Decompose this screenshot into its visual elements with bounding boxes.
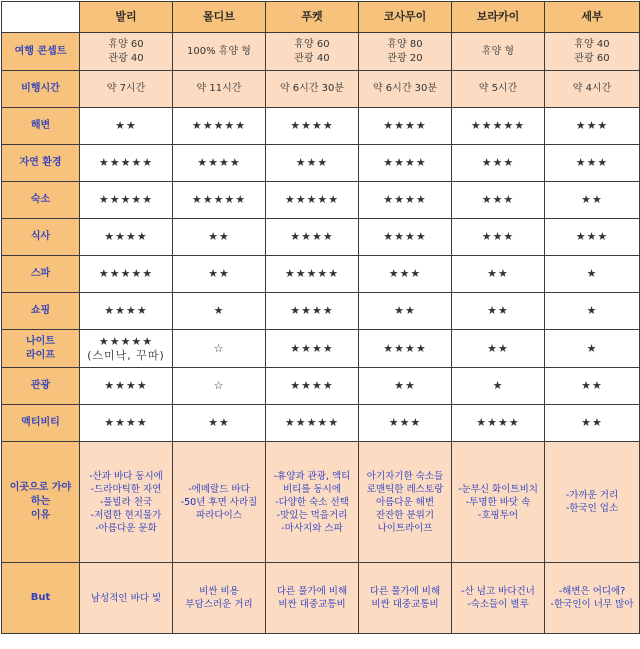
column-header: 몰디브 bbox=[173, 2, 266, 33]
comparison-table bbox=[1, 1, 640, 634]
row-label: 스파 bbox=[2, 256, 80, 293]
table-cell: 100% 휴양 형 bbox=[173, 33, 266, 71]
row-label: 자연 환경 bbox=[2, 145, 80, 182]
table-cell: 약 11시간 bbox=[173, 71, 266, 108]
rating-cell: ★★★★ bbox=[80, 368, 173, 405]
rating-cell: ★★ bbox=[173, 405, 266, 442]
column-header: 세부 bbox=[545, 2, 640, 33]
row-label: 숙소 bbox=[2, 182, 80, 219]
rating-cell: ★★★★★ bbox=[266, 405, 359, 442]
table-cell: 휴양 80 관광 20 bbox=[359, 33, 452, 71]
rating-cell: ★★★★★ bbox=[266, 256, 359, 293]
column-header: 발리 bbox=[80, 2, 173, 33]
rating-cell: ★★★★ bbox=[266, 330, 359, 368]
rating-cell: ★★★★ bbox=[359, 108, 452, 145]
row-label: 액티비티 bbox=[2, 405, 80, 442]
rating-cell: ★★★★ bbox=[359, 145, 452, 182]
rating-cell: ★★★★ bbox=[80, 219, 173, 256]
rating-cell: ★★ bbox=[80, 108, 173, 145]
table-row bbox=[2, 368, 640, 405]
rating-cell: ★ bbox=[545, 256, 640, 293]
table-cell: 아기자기한 숙소들 로맨틱한 레스토랑 아름다운 해변 잔잔한 분위기 나이트라이프 bbox=[359, 442, 452, 563]
rating-cell: ★★★ bbox=[359, 256, 452, 293]
table-cell: 휴양 40 관광 60 bbox=[545, 33, 640, 71]
rating-cell: ★★★★ bbox=[452, 405, 545, 442]
rating-cell: ★★★★ bbox=[266, 293, 359, 330]
rating-cell: ★★★ bbox=[452, 219, 545, 256]
table-row bbox=[2, 71, 640, 108]
rating-cell: ★★ bbox=[452, 256, 545, 293]
row-label: 관광 bbox=[2, 368, 80, 405]
table-cell: -산 넘고 바다건너 -숙소들이 별루 bbox=[452, 563, 545, 634]
corner-cell bbox=[2, 2, 80, 33]
column-header: 보라카이 bbox=[452, 2, 545, 33]
table-row bbox=[2, 442, 640, 563]
row-label: 식사 bbox=[2, 219, 80, 256]
rating-cell: ★★★ bbox=[545, 219, 640, 256]
table-row bbox=[2, 33, 640, 71]
rating-cell: ★★★ bbox=[266, 145, 359, 182]
rating-cell: ★ bbox=[545, 330, 640, 368]
rating-cell: ★★★★★ bbox=[80, 182, 173, 219]
rating-cell: ★★★★★ bbox=[452, 108, 545, 145]
table-cell: -휴양과 관광, 액티 비티를 동시에 -다양한 숙소 선택 -맛있는 먹을거리 -마사지와 스파 bbox=[266, 442, 359, 563]
table-row bbox=[2, 145, 640, 182]
table-row bbox=[2, 256, 640, 293]
rating-cell: ★★★ bbox=[545, 145, 640, 182]
rating-cell: ★★ bbox=[545, 405, 640, 442]
row-label: 이곳으로 가야 하는 이유 bbox=[2, 442, 80, 563]
table-cell: 약 6시간 30분 bbox=[266, 71, 359, 108]
rating-cell: ★★★★★ (스미낙, 꾸따) bbox=[80, 330, 173, 368]
rating-cell: ★★★★ bbox=[80, 293, 173, 330]
row-label: 비행시간 bbox=[2, 71, 80, 108]
row-label: 쇼핑 bbox=[2, 293, 80, 330]
table-cell: 약 7시간 bbox=[80, 71, 173, 108]
column-header: 코사무이 bbox=[359, 2, 452, 33]
table-cell: 약 5시간 bbox=[452, 71, 545, 108]
rating-cell: ★★★ bbox=[452, 145, 545, 182]
rating-cell: ★★★ bbox=[545, 108, 640, 145]
table-cell: 약 6시간 30분 bbox=[359, 71, 452, 108]
table-cell: 휴양 60 관광 40 bbox=[266, 33, 359, 71]
table-cell: 휴양 형 bbox=[452, 33, 545, 71]
rating-cell: ★ bbox=[452, 368, 545, 405]
table-row bbox=[2, 293, 640, 330]
rating-cell: ★★★★ bbox=[266, 368, 359, 405]
rating-cell: ★★★★ bbox=[266, 219, 359, 256]
rating-cell: ★★★ bbox=[359, 405, 452, 442]
rating-cell: ★★ bbox=[359, 368, 452, 405]
rating-cell: ★★ bbox=[173, 256, 266, 293]
rating-cell: ★★★★★ bbox=[80, 256, 173, 293]
rating-cell: ★★★★ bbox=[80, 405, 173, 442]
rating-cell: ☆ bbox=[173, 368, 266, 405]
table-cell: 휴양 60 관광 40 bbox=[80, 33, 173, 71]
rating-cell: ★★ bbox=[359, 293, 452, 330]
rating-cell: ★★★★ bbox=[359, 182, 452, 219]
table-row bbox=[2, 108, 640, 145]
rating-cell: ★★★★ bbox=[359, 330, 452, 368]
table-cell: 남성적인 바다 빛 bbox=[80, 563, 173, 634]
rating-cell: ★★★★ bbox=[173, 145, 266, 182]
row-label: 여행 콘셉트 bbox=[2, 33, 80, 71]
rating-cell: ★★ bbox=[173, 219, 266, 256]
table-cell: 다른 풀가에 비해 비싼 대중교통비 bbox=[359, 563, 452, 634]
rating-cell: ★★★ bbox=[452, 182, 545, 219]
rating-cell: ★★★★ bbox=[266, 108, 359, 145]
rating-cell: ★★ bbox=[545, 182, 640, 219]
table-cell: 다른 풀가에 비해 비싼 대중교통비 bbox=[266, 563, 359, 634]
rating-cell: ★★ bbox=[545, 368, 640, 405]
rating-cell: ★★★★★ bbox=[80, 145, 173, 182]
rating-cell: ★ bbox=[545, 293, 640, 330]
table-cell: -가까운 거리 -한국인 업소 bbox=[545, 442, 640, 563]
rating-cell: ★★★★★ bbox=[173, 108, 266, 145]
table-row bbox=[2, 219, 640, 256]
column-header: 푸켓 bbox=[266, 2, 359, 33]
table-row bbox=[2, 330, 640, 368]
rating-cell: ★★★★ bbox=[359, 219, 452, 256]
rating-cell: ★ bbox=[173, 293, 266, 330]
table-row bbox=[2, 563, 640, 634]
rating-cell: ★★★★★ bbox=[266, 182, 359, 219]
table-cell: -해변은 어디에? -한국인이 너무 많아 bbox=[545, 563, 640, 634]
table-cell: -에메랄드 바다 -50년 후면 사라질 파라다이스 bbox=[173, 442, 266, 563]
rating-cell: ★★★★★ bbox=[173, 182, 266, 219]
row-label: But bbox=[2, 563, 80, 634]
rating-cell: ★★ bbox=[452, 330, 545, 368]
table-cell: 약 4시간 bbox=[545, 71, 640, 108]
rating-cell: ☆ bbox=[173, 330, 266, 368]
rating-cell: ★★ bbox=[452, 293, 545, 330]
table-cell: -산과 바다 동시에 -드라마틱한 자연 -풀빌라 천국 -저렴한 현지물가 -아름다운 문화 bbox=[80, 442, 173, 563]
table-row bbox=[2, 405, 640, 442]
header-row bbox=[2, 2, 640, 33]
row-label: 나이트 라이프 bbox=[2, 330, 80, 368]
table-cell: -눈부신 화이트비치 -투명한 바닷 속 -호핑투어 bbox=[452, 442, 545, 563]
table-cell: 비싼 비용 부담스러운 거리 bbox=[173, 563, 266, 634]
table-row bbox=[2, 182, 640, 219]
row-label: 해변 bbox=[2, 108, 80, 145]
